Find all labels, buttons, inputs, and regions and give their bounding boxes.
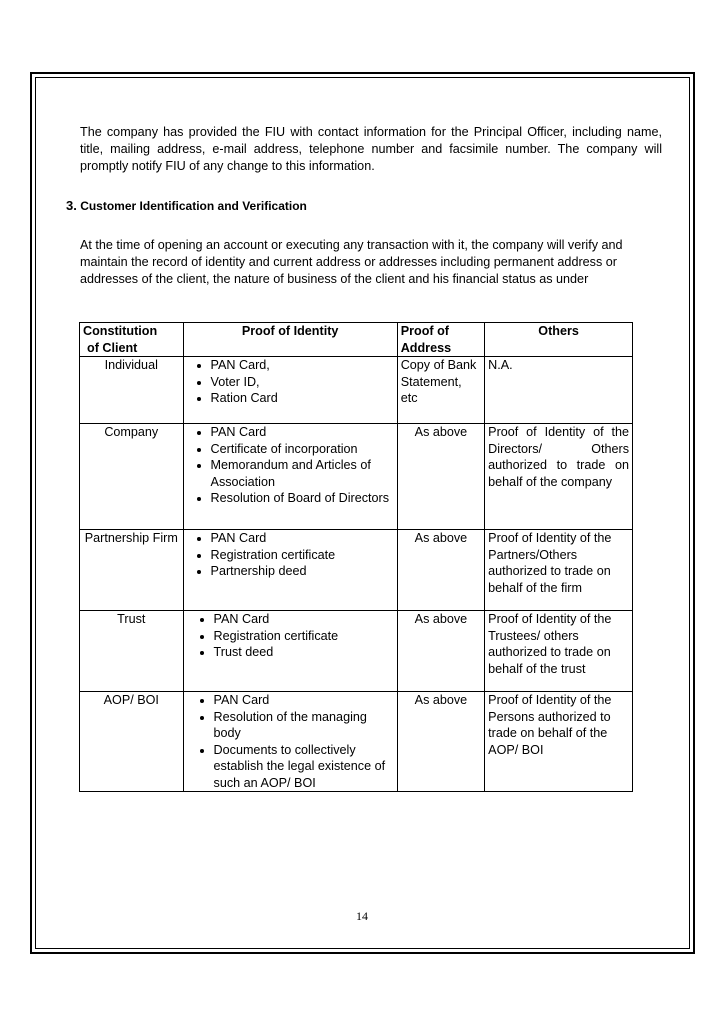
identity-list — [187, 692, 394, 791]
intro-paragraph: The company has provided the FIU with contact information for the Principal Officer, including name, title, mailing address, e-mail address, telephone number and facsimile number. The company will promptly notify FIU of any change to this information. — [80, 125, 662, 173]
list-item: • Certificate of incorporation — [211, 441, 394, 458]
identity-list — [187, 424, 394, 507]
client-type: Partnership Firm — [80, 530, 184, 611]
others-cell: Proof of Identity of the Persons authorized to trade on behalf of the AOP/ BOI — [485, 692, 633, 792]
page-number: 14 — [356, 909, 368, 923]
section-heading — [66, 198, 307, 213]
header-others: Others — [485, 323, 633, 357]
identity-cell — [183, 611, 397, 692]
table-row — [80, 530, 633, 611]
identity-cell — [183, 357, 397, 424]
list-item: • Registration certificate — [211, 547, 394, 564]
client-type: Company — [80, 424, 184, 530]
address-cell: As above — [397, 611, 484, 692]
section-paragraph: At the time of opening an account or executing any transaction with it, the company will verify and maintain the record of identity and current address or addresses including permanent address or addresses of the client, the nature of business of the client and his financial status as under — [80, 238, 623, 286]
table-row — [80, 692, 633, 792]
identity-cell — [183, 530, 397, 611]
list-item: • Resolution of Board of Directors — [211, 490, 394, 507]
header-address-line1: Proof of — [400, 324, 449, 338]
kyc-documents-table — [79, 322, 633, 792]
address-cell: As above — [397, 692, 484, 792]
list-item: • Voter ID, — [211, 374, 394, 391]
client-type: AOP/ BOI — [80, 692, 184, 792]
list-item: • Documents to collectively establish the legal existence of such an AOP/ BOI — [214, 742, 394, 792]
others-cell: Proof of Identity of the Directors/ Others authorized to trade on behalf of the company — [485, 424, 633, 530]
table-row — [80, 357, 633, 424]
table-row — [80, 424, 633, 530]
identity-cell — [183, 692, 397, 792]
client-type: Trust — [80, 611, 184, 692]
client-type: Individual — [80, 357, 184, 424]
identity-list — [187, 357, 394, 407]
identity-list — [187, 530, 394, 580]
address-cell: Copy of Bank Statement, etc — [397, 357, 484, 424]
header-address — [397, 323, 484, 357]
list-item: • Registration certificate — [214, 628, 394, 645]
address-cell: As above — [397, 530, 484, 611]
header-constitution-line2: of Client — [87, 340, 138, 355]
list-item: • PAN Card — [211, 530, 394, 547]
table-row — [80, 611, 633, 692]
list-item: • PAN Card — [211, 424, 394, 441]
table-header-row — [80, 323, 633, 357]
address-cell: As above — [397, 424, 484, 530]
header-address-line2: Address — [400, 340, 452, 355]
others-cell: Proof of Identity of the Partners/Others authorized to trade on behalf of the firm — [485, 530, 633, 611]
identity-list — [187, 611, 394, 661]
others-cell: Proof of Identity of the Trustees/ others authorized to trade on behalf of the trust — [485, 611, 633, 692]
header-constitution — [80, 323, 184, 357]
list-item: • PAN Card, — [211, 357, 394, 374]
list-item: • Ration Card — [211, 390, 394, 407]
list-item: • Memorandum and Articles of Association — [211, 457, 394, 490]
identity-cell — [183, 424, 397, 530]
list-item: • Resolution of the managing body — [214, 709, 394, 742]
list-item: • Partnership deed — [211, 563, 394, 580]
header-constitution-line1: Constitution — [83, 324, 158, 338]
section-title: Customer Identification and Verification — [80, 199, 307, 213]
header-identity: Proof of Identity — [183, 323, 397, 357]
section-number: 3. — [66, 198, 77, 213]
list-item: • Trust deed — [214, 644, 394, 661]
list-item: • PAN Card — [214, 611, 394, 628]
others-cell: N.A. — [485, 357, 633, 424]
list-item: • PAN Card — [214, 692, 394, 709]
